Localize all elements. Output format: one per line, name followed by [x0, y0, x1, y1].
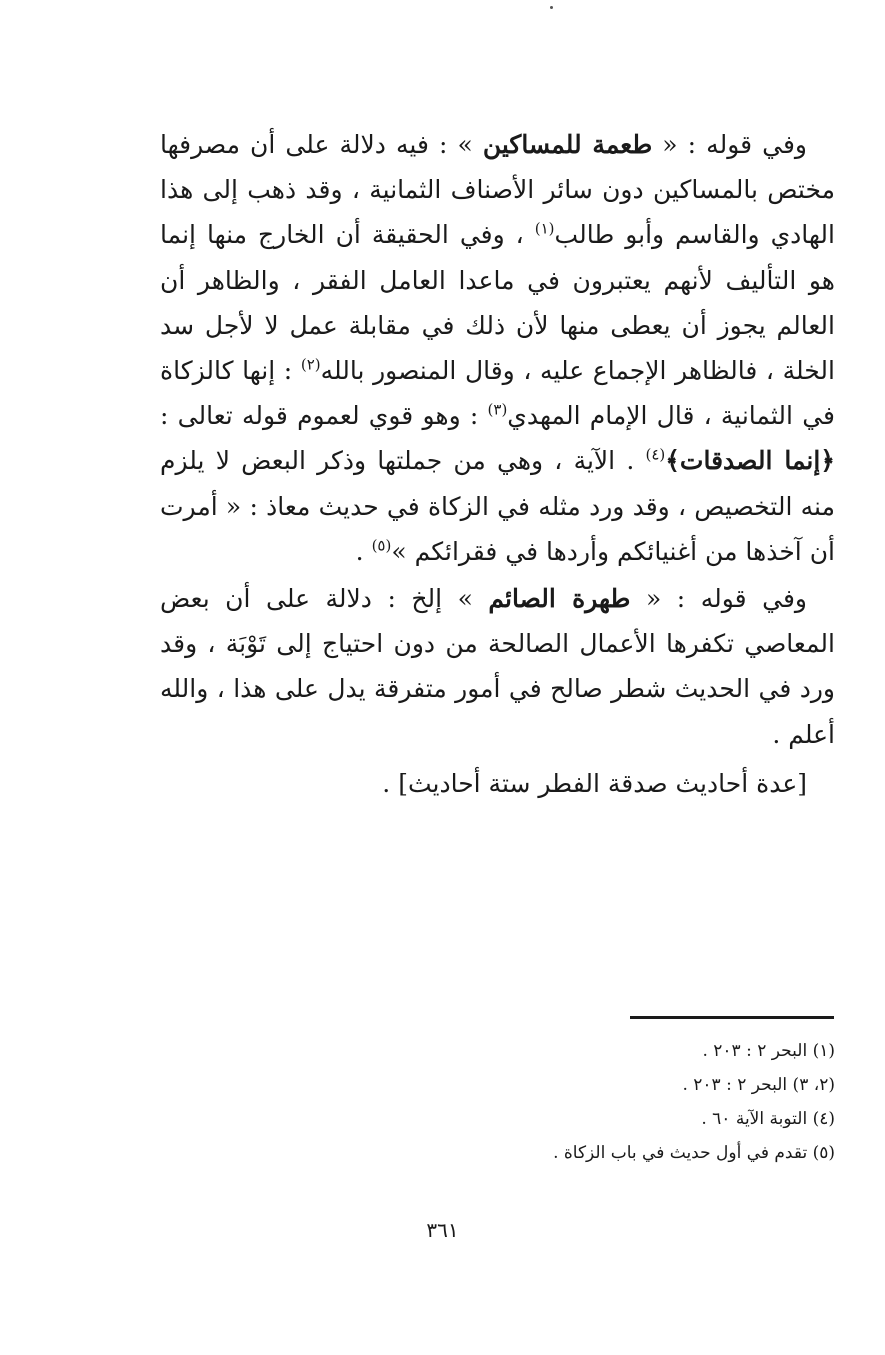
paragraph-2 — [160, 576, 835, 757]
p2-quoted-phrase: طهرة الصائم — [488, 584, 631, 614]
p1-quoted-phrase: طعمة للمساكين — [482, 130, 653, 159]
hadith-count-note: [عدة أحاديث صدقة الفطر ستة أحاديث] . — [382, 768, 807, 798]
footnote-2-3: (٢، ٣) البحر ٢ : ٢٠٣ . — [682, 1075, 835, 1095]
footnote-divider — [630, 1016, 834, 1019]
footnote-ref-1: (١) — [534, 220, 555, 239]
p1-text-d: : إنها كالزكاة في الثمانية ، قال الإمام المهدي — [160, 356, 835, 431]
p1-text-g: . — [355, 536, 372, 566]
footnotes — [300, 1034, 835, 1170]
footnote-4: (٤) التوبة الآية ٦٠ . — [701, 1109, 835, 1129]
footnote-ref-5: (٥) — [371, 536, 392, 555]
paragraph-1 — [160, 122, 835, 574]
page-number: ٣٦١ — [426, 1218, 459, 1242]
footnote-ref-2: (٢) — [300, 355, 321, 374]
p1-text-b: » : فيه دلالة على أن مصرفها مختص بالمساكين دون سائر الأصناف الثمانية ، وقد ذهب إلى هذا الهادي والقاسم وأبو طالب — [160, 130, 835, 250]
p2-text-b: » إلخ : دلالة على أن بعض المعاصي تكفرها الأعمال الصالحة من دون احتياج إلى تَوْبَة ، وقد ورد في الحديث شطر صالح في أمور متفرقة يدل على هذا ، والله أعلم . — [160, 584, 835, 749]
p1-text-e: : وهو قوي لعموم قوله تعالى : — [160, 401, 488, 431]
p1-quran-verse: ﴿إنما الصدقات﴾ — [665, 446, 835, 476]
p1-text-a: وفي قوله : « — [652, 130, 807, 159]
main-text — [160, 122, 835, 806]
p1-text-f: . الآية ، وهي من جملتها وذكر البعض لا يلزم منه التخصيص ، وقد ورد مثله في الزكاة في حديث معاذ : « أمرت أن آخذها من أغنيائكم وأردها في فقرائكم » — [160, 446, 835, 566]
footnote-ref-4: (٤) — [645, 446, 666, 465]
p1-text-c: ، وفي الحقيقة أن الخارج منها إنما هو التأليف لأنهم يعتبرون في ماعدا العامل الفقر ، والظاهر أن العالم يجوز أن يعطى منها لأن ذلك في مقابلة عمل لا لأجل سد الخلة ، فالظاهر الإجماع عليه ، وقال المنصور بالله — [160, 220, 835, 386]
footnote-ref-3: (٣) — [487, 400, 508, 419]
p2-text-a: وفي قوله : « — [630, 584, 807, 614]
footnote-5: (٥) تقدم في أول حديث في باب الزكاة . — [553, 1143, 835, 1163]
footnote-1: (١) البحر ٢ : ٢٠٣ . — [702, 1041, 835, 1061]
scan-speck — [550, 6, 553, 9]
